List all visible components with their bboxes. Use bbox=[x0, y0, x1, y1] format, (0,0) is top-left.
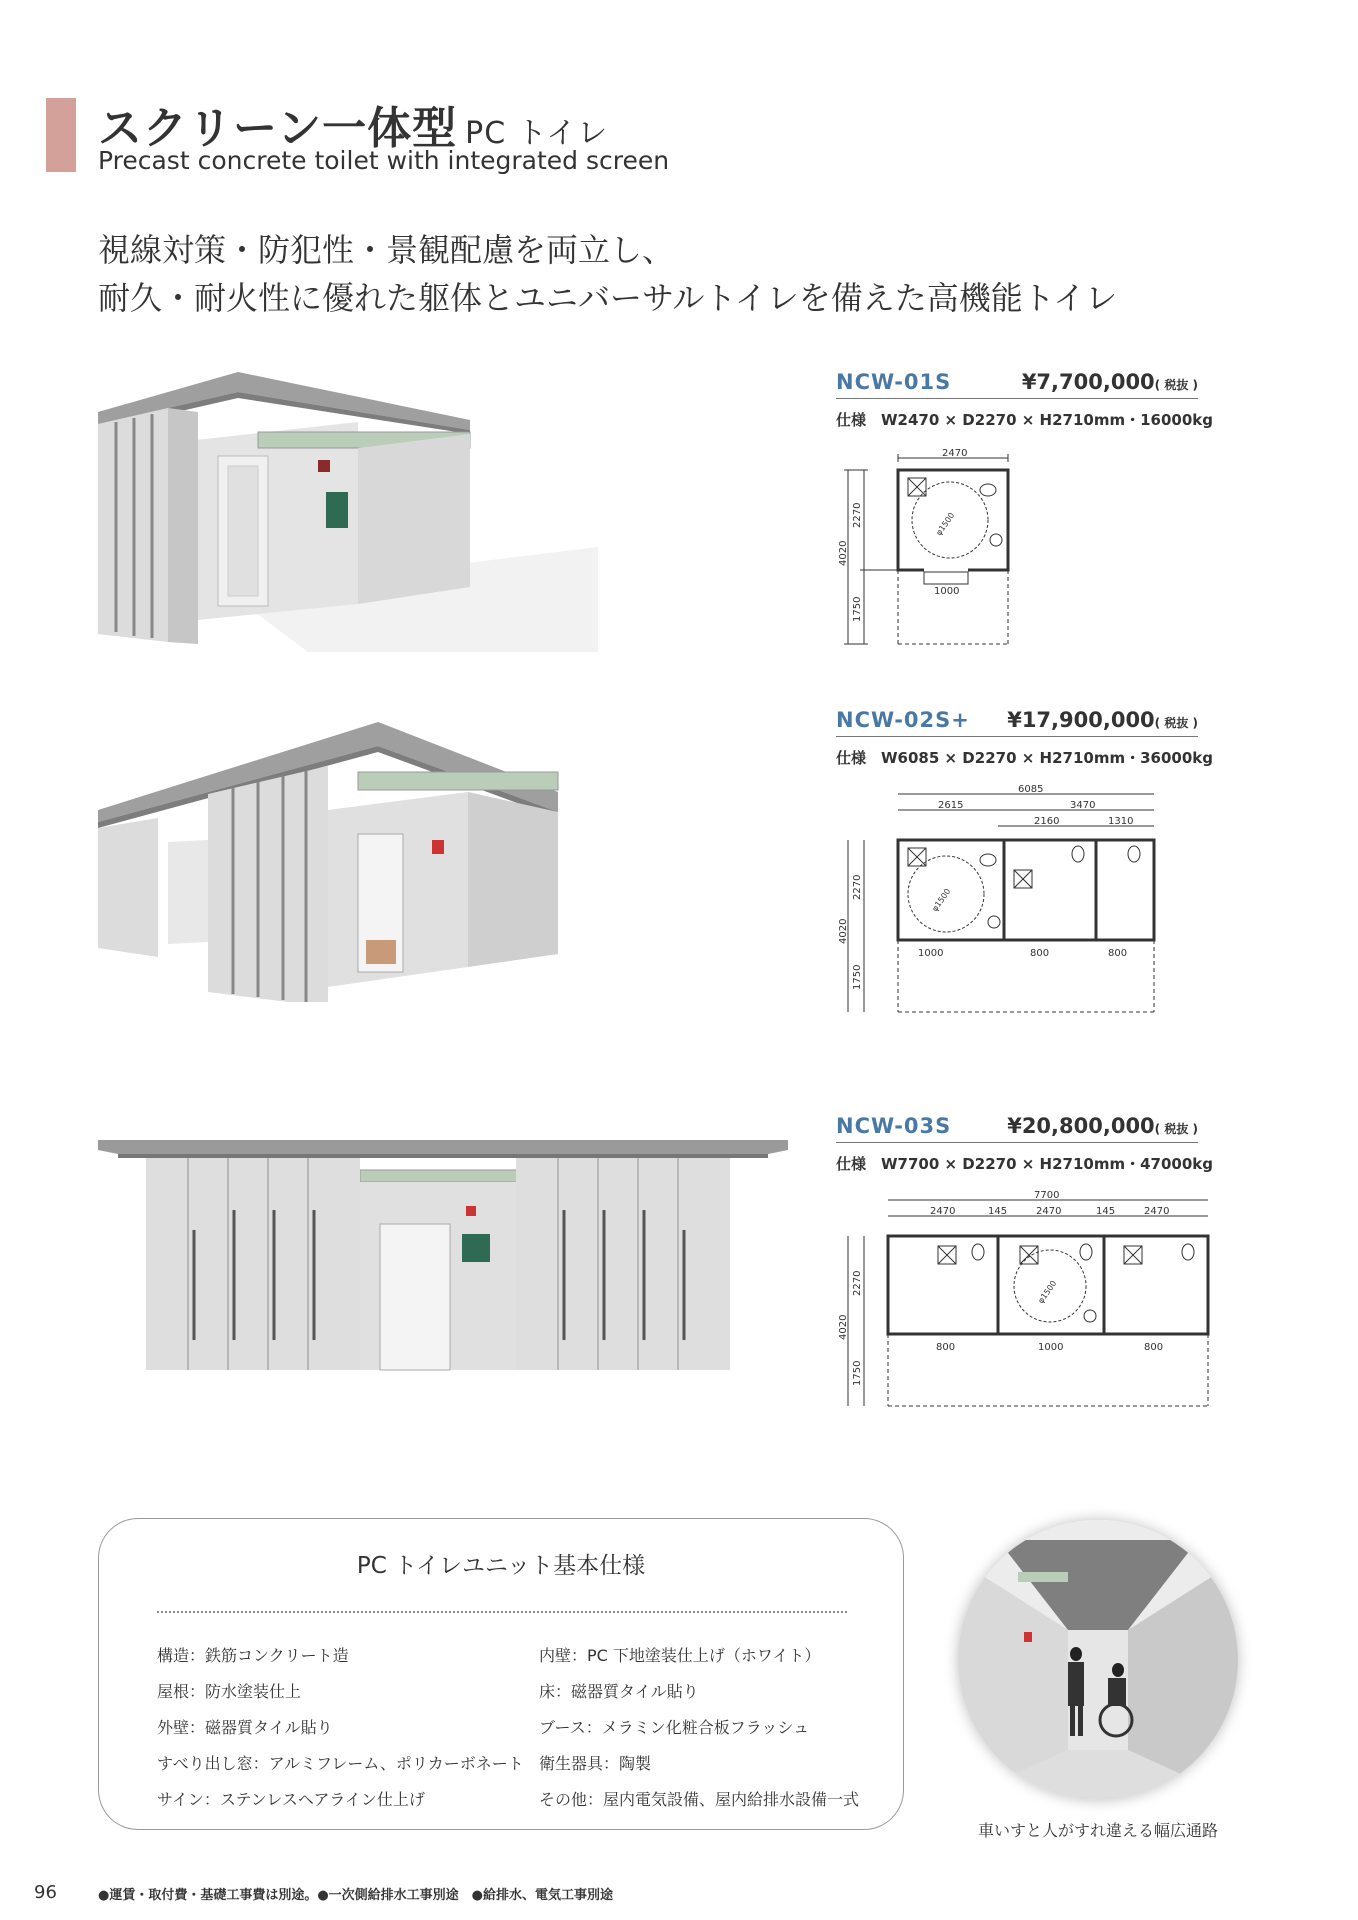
dim-depth: 2270 bbox=[852, 1270, 863, 1296]
dim-total: 4020 bbox=[838, 1314, 849, 1340]
dim-total: 4020 bbox=[838, 540, 849, 566]
dim-w4: 1310 bbox=[1108, 816, 1134, 827]
ncw-02s-illustration bbox=[98, 722, 568, 1002]
dim-depth: 2270 bbox=[852, 502, 863, 528]
lead-text bbox=[98, 226, 1117, 322]
dim-w2: 3470 bbox=[1070, 800, 1096, 811]
model-code: NCW-01S bbox=[836, 370, 952, 394]
ncw-03s-illustration bbox=[98, 1140, 788, 1372]
spec-item: 構造：鉄筋コンクリート造 bbox=[157, 1646, 349, 1665]
model-price: ¥7,700,000( 税抜 ) bbox=[1021, 370, 1198, 394]
model-spec: 仕様 W6085 × D2270 × H2710mm・36000kg bbox=[836, 749, 1213, 767]
dim-front: 1750 bbox=[852, 964, 863, 990]
lead-line-2: 耐久・耐火性に優れた躯体とユニバーサルトイレを備えた高機能トイレ bbox=[98, 279, 1118, 317]
dim-depth: 2270 bbox=[852, 874, 863, 900]
light-icon bbox=[318, 460, 330, 472]
dim-w1: 2615 bbox=[938, 800, 964, 811]
sign-icon bbox=[326, 492, 348, 528]
ncw-01s-illustration bbox=[98, 372, 598, 652]
dim-door-3: 800 bbox=[1144, 1342, 1164, 1353]
dim-w3: 2470 bbox=[1036, 1206, 1062, 1217]
spec-item: 屋根：防水塗装仕上 bbox=[157, 1682, 302, 1701]
page-title: スクリーン一体型 PC トイレ bbox=[98, 103, 609, 154]
page-title-sub: PC トイレ bbox=[465, 116, 609, 151]
right-screen-panels bbox=[516, 1158, 730, 1370]
model-code: NCW-03S bbox=[836, 1114, 952, 1138]
model-price: ¥20,800,000( 税抜 ) bbox=[1007, 1114, 1198, 1138]
dim-door-2: 800 bbox=[1030, 948, 1050, 959]
dim-w2: 145 bbox=[988, 1206, 1008, 1217]
left-screen-panels bbox=[146, 1158, 360, 1370]
dim-width: 6085 bbox=[1018, 784, 1044, 795]
model-spec: 仕様 W7700 × D2270 × H2710mm・47000kg bbox=[836, 1155, 1213, 1173]
dim-total: 4020 bbox=[838, 918, 849, 944]
page-number: 96 bbox=[34, 1882, 57, 1903]
model-ncw-02s bbox=[836, 708, 1213, 768]
spec-item: ブース：メラミン化粧合板フラッシュ bbox=[539, 1718, 810, 1737]
dim-door-2: 1000 bbox=[1038, 1342, 1064, 1353]
dim-door-1: 800 bbox=[936, 1342, 956, 1353]
lead-line-1: 視線対策・防犯性・景観配慮を両立し、 bbox=[98, 231, 675, 269]
dim-width: 7700 bbox=[1034, 1190, 1060, 1201]
model-code: NCW-02S+ bbox=[836, 708, 970, 732]
model-ncw-03s bbox=[836, 1114, 1213, 1174]
left-screen bbox=[98, 818, 158, 957]
spec-divider bbox=[157, 1611, 847, 1613]
dim-w5: 2470 bbox=[1144, 1206, 1170, 1217]
dim-front: 1750 bbox=[852, 596, 863, 622]
dim-w4: 145 bbox=[1096, 1206, 1116, 1217]
dim-width: 2470 bbox=[942, 448, 968, 459]
dim-circle: φ1500 bbox=[930, 886, 953, 914]
dim-w3: 2160 bbox=[1034, 816, 1060, 827]
title-accent-bar bbox=[46, 98, 76, 172]
sign-icon bbox=[432, 840, 444, 854]
corridor-photo bbox=[958, 1520, 1238, 1800]
dim-circle: φ1500 bbox=[934, 510, 957, 538]
spec-item: 内壁：PC 下地塗装仕上げ（ホワイト） bbox=[539, 1646, 821, 1665]
page-title-en: Precast concrete toilet with integrated screen bbox=[98, 146, 670, 175]
roof bbox=[98, 1140, 788, 1154]
spec-item: 衛生器具：陶製 bbox=[539, 1754, 652, 1773]
model-spec: 仕様 W2470 × D2270 × H2710mm・16000kg bbox=[836, 411, 1213, 429]
dim-front: 1750 bbox=[852, 1360, 863, 1386]
footer-note: ●運賃・取付費・基礎工事費は別途。●一次側給排水工事別途 ●給排水、電気工事別途 bbox=[98, 1888, 614, 1903]
spec-item: サイン：ステンレスヘアライン仕上げ bbox=[157, 1790, 425, 1809]
spec-item: 外壁：磁器質タイル貼り bbox=[157, 1718, 333, 1737]
spec-item: 床：磁器質タイル貼り bbox=[539, 1682, 699, 1701]
dim-door: 1000 bbox=[934, 586, 960, 597]
sign-icon bbox=[462, 1234, 490, 1262]
dim-door-3: 800 bbox=[1108, 948, 1128, 959]
spec-item: すべり出し窓：アルミフレーム、ポリカーボネート bbox=[157, 1754, 524, 1773]
model-ncw-01s bbox=[836, 370, 1213, 430]
model-price: ¥17,900,000( 税抜 ) bbox=[1007, 708, 1198, 732]
dim-door-1: 1000 bbox=[918, 948, 944, 959]
photo-caption: 車いすと人がすれ違える幅広通路 bbox=[977, 1821, 1218, 1840]
ncw-02s-floor-plan bbox=[838, 784, 1168, 1014]
screen-panels bbox=[208, 766, 328, 1002]
spec-box bbox=[98, 1518, 904, 1830]
dim-w1: 2470 bbox=[930, 1206, 956, 1217]
dim-circle: φ1500 bbox=[1036, 1278, 1059, 1306]
ncw-03s-floor-plan bbox=[838, 1190, 1214, 1410]
ncw-01s-floor-plan bbox=[838, 448, 1028, 648]
spec-item: その他：屋内電気設備、屋内給排水設備一式 bbox=[539, 1790, 860, 1809]
spec-box-title: PC トイレユニット基本仕様 bbox=[356, 1553, 646, 1579]
